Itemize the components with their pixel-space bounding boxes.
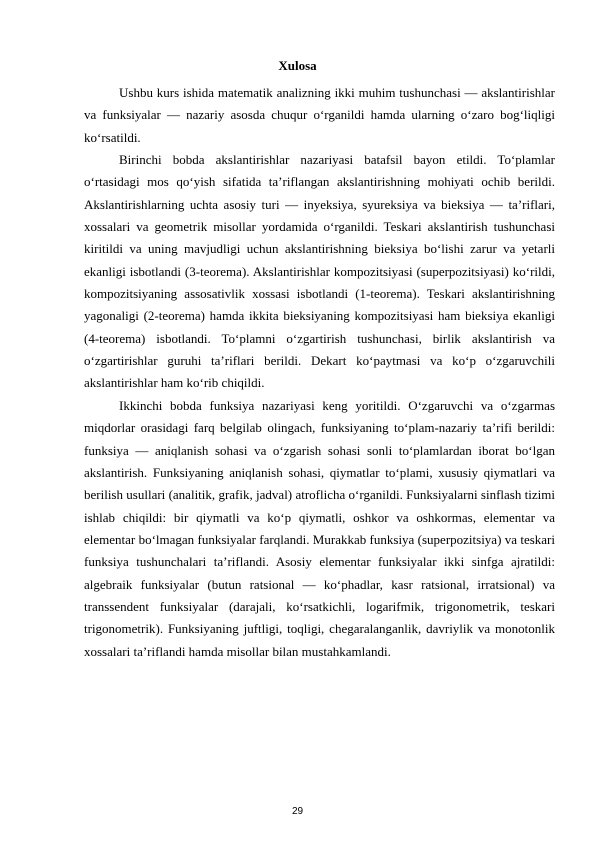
- paragraph-second-chapter: Ikkinchi bobda funksiya nazariyasi keng yoritildi. O‘zgaruvchi va o‘zgarmas miqdorlar orasidagi farq belgilab olingach, funksiyaning to‘plam-nazariy ta’rifi berildi: funksiya — aniqlanish sohasi va o‘zgarish sohasi sonli to‘plamlardan iborat bo‘lgan akslantirish. Funksiyaning aniqlanish sohasi, qiymatlar to‘plami, xususiy qiymatlari va berilish usullari (analitik, grafik, jadval) atroflicha o‘rganildi. Funksiyalarni sinflash tizimi ishlab chiqildi: bir qiymatli va ko‘p qiymatli, oshkor va oshkormas, elementar va elementar bo‘lmagan funksiyalar farqlandi. Murakkab funksiya (superpozitsiya) va teskari funksiya tushunchalari ta’riflandi. Asosiy elementar funksiyalar ikki sinfga ajratildi: algebraik funksiyalar (butun ratsional — ko‘phadlar, kasr ratsional, irratsional) va transsendent funksiyalar (darajali, ko‘rsatkichli, logarifmik, trigonometrik, teskari trigonometrik). Funksiyaning juftligi, toqligi, chegaralanganlik, davriylik va monotonlik xossalari ta’riflandi hamda misollar bilan mustahkamlandi.: [84, 397, 555, 659]
- section-title: Xulosa: [278, 58, 317, 73]
- body-text: [84, 82, 555, 663]
- paragraph-intro: Ushbu kurs ishida matematik analizning ikki muhim tushunchasi — akslantirishlar va funksiyalar — nazariy asosda chuqur o‘rganildi hamda ularning o‘zaro bog‘liqligi ko‘rsatildi.: [84, 85, 555, 145]
- page-number: 29: [291, 806, 304, 817]
- paragraph-first-chapter: Birinchi bobda akslantirishlar nazariyasi batafsil bayon etildi. To‘plamlar o‘rtasidagi mos qo‘yish sifatida ta’riflangan akslantirishning mohiyati ochib berildi. Akslantirishlarning uchta asosiy turi — inyeksiya, syureksiya va bieksiya — ta’riflari, xossalari va geometrik misollar yordamida o‘rganildi. Teskari akslantirish tushunchasi kiritildi va uning mavjudligi uchun akslantirishning bieksiya bo‘lishi zarur va yetarli ekanligi isbotlandi (3-teorema). Akslantirishlar kompozitsiyasi (superpozitsiyasi) ko‘rildi, kompozitsiyaning assosativlik xossasi isbotlandi (1-teorema). Teskari akslantirishning yagonaligi (2-teorema) hamda ikkita bieksiyaning kompozitsiyasi ham bieksiya ekanligi (4-teorema) isbotlandi. To‘plamni o‘zgartirish tushunchasi, birlik akslantirish va o‘zgartirishlar guruhi ta’riflari berildi. Dekart ko‘paytmasi va ko‘p o‘zgaruvchili akslantirishlar ham ko‘rib chiqildi.: [84, 152, 555, 391]
